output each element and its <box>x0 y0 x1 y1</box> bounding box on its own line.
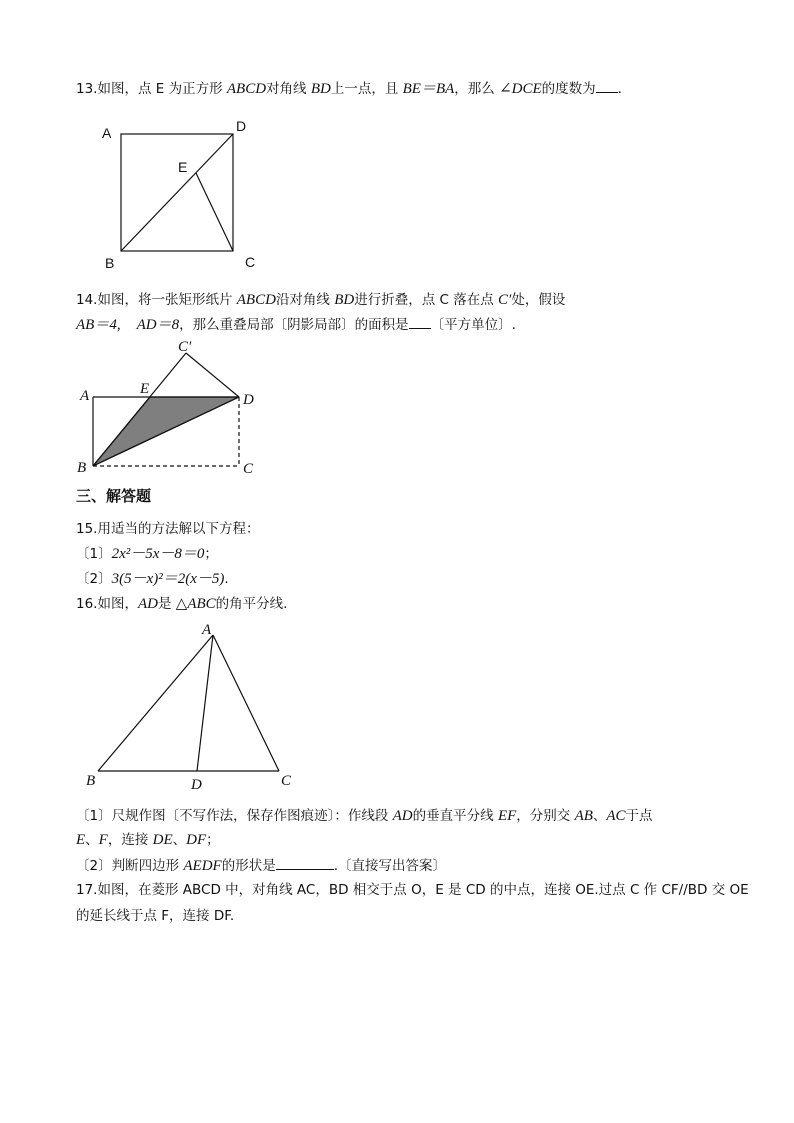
q14-label-c: C <box>243 461 254 477</box>
q14-label-a: A <box>80 388 90 404</box>
q13-label-a: A <box>102 125 112 141</box>
q16-side-ab <box>98 635 213 771</box>
q14-stem-line1: 14.如图，将一张矩形纸片 ABCD沿对角线 BD进行折叠，点 C 落在点 C′处，假设 <box>76 292 566 308</box>
q16-part2: 〔2〕判断四边形 AEDF的形状是 .〔直接写出答案〕 <box>76 855 446 876</box>
q14-label-e: E <box>140 381 150 397</box>
q17-stem-line1: 17.如图，在菱形 ABCD 中，对角线 AC，BD 相交于点 O，E 是 CD 的中点，连接 OE.过点 C 作 CF//BD 交 OE <box>76 882 749 898</box>
q14-label-b: B <box>77 460 87 476</box>
q14-label-cprime: C′ <box>178 339 192 355</box>
q16-label-a: A <box>202 622 212 638</box>
q16-label-d: D <box>191 777 202 793</box>
q16-bisector-ad <box>197 635 213 771</box>
q15-stem: 15.用适当的方法解以下方程： <box>76 521 260 537</box>
q13-label-c: C <box>245 254 256 270</box>
section-heading: 三、解答题 <box>76 487 152 505</box>
q13-label-d: D <box>236 118 247 134</box>
q13-label-b: B <box>105 255 115 271</box>
q17-stem-line2: 的延长线于点 F，连接 DF. <box>76 908 235 924</box>
q16-label-c: C <box>281 773 292 789</box>
q16-answer-blank[interactable] <box>276 855 334 870</box>
q14-stem-line2: AB＝4, AD＝8，那么重叠局部〔阴影局部〕的面积是 〔平方单位〕. <box>76 314 516 335</box>
q16-side-ac <box>213 635 279 771</box>
q16-label-b: B <box>86 773 96 789</box>
q15-part1: 〔1〕2x²－5x－8＝0； <box>76 546 218 562</box>
q13-label-e: E <box>178 159 188 175</box>
q15-part2: 〔2〕3(5－x)²＝2(x－5). <box>76 571 229 587</box>
q14-label-d: D <box>243 392 254 408</box>
q16-stem: 16.如图，AD是 △ABC的角平分线. <box>76 596 288 612</box>
q13-stem: 13.如图，点 E 为正方形 ABCD对角线 BD上一点，且 BE＝BA，那么 ∠DCE的度数为 . <box>76 78 622 99</box>
q16-part1-line1: 〔1〕尺规作图〔不写作法，保存作图痕迹〕：作线段 AD的垂直平分线 EF，分别交 AB、AC于点 <box>76 808 653 824</box>
q16-part1-line2: E、F，连接 DE、DF； <box>76 832 220 848</box>
